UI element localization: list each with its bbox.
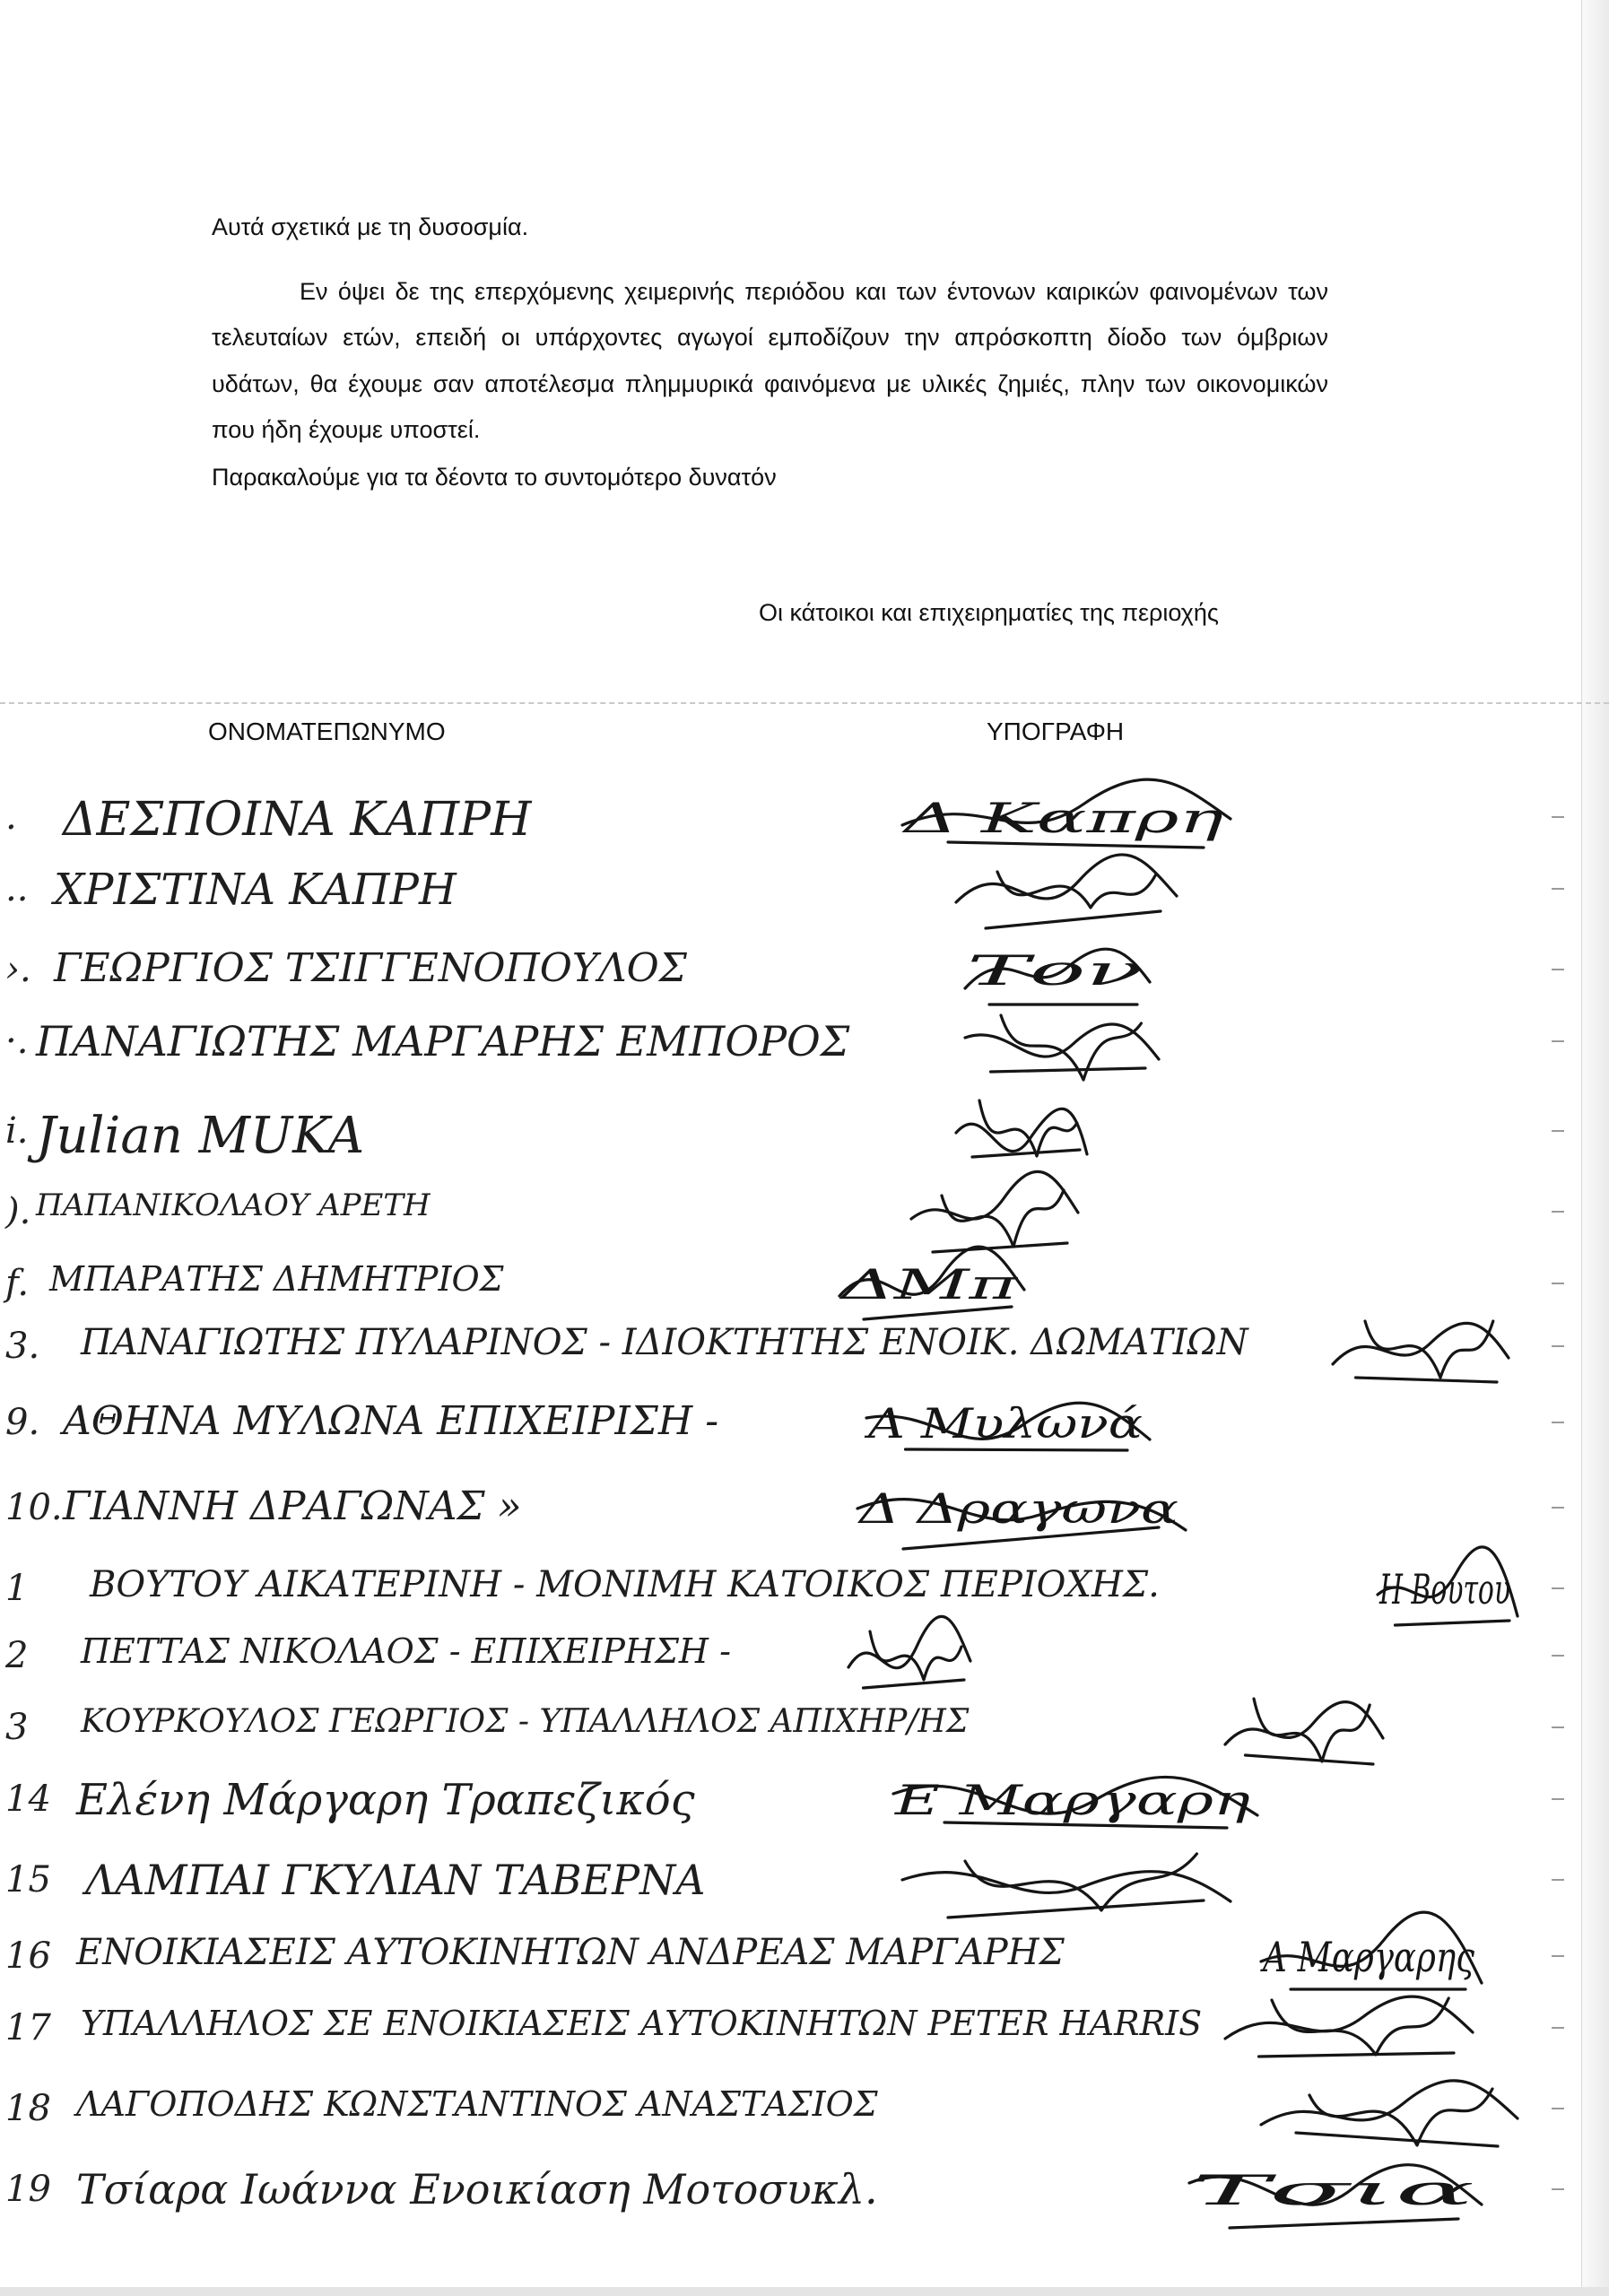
- signatory-handwritten-name: Ελένη Μάργαρη Τραπεζικός: [76, 1775, 695, 1825]
- signature-drawing: [1184, 2145, 1489, 2244]
- signature-drawing: [960, 997, 1166, 1096]
- signature-underline: [1396, 1621, 1510, 1625]
- name-column-header: ΟΝΟΜΑΤΕΠΩΝΥΜΟ: [208, 718, 446, 745]
- signatory-row: [0, 1928, 1582, 1991]
- signature-stroke: [911, 1171, 1078, 1219]
- signatory-number: 1: [5, 1568, 29, 1609]
- signatory-handwritten-name: Τσίαρα Ιωάννα Ενοικίαση Μοτοσυκλ.: [76, 2165, 878, 2213]
- signatory-number: i.: [5, 1110, 29, 1152]
- signatory-number: 19: [5, 2169, 51, 2210]
- signatory-row: [0, 1771, 1582, 1834]
- signatory-row: [0, 1628, 1582, 1691]
- signature-underline: [864, 1307, 1012, 1319]
- margin-tick: [1552, 2108, 1564, 2109]
- page-bottom-edge: [0, 2287, 1609, 2296]
- signature-text: Δ Δραγωνα: [857, 1484, 1178, 1533]
- signatory-row: [0, 1480, 1582, 1543]
- margin-tick: [1552, 2027, 1564, 2029]
- margin-tick: [1552, 1879, 1564, 1881]
- margin-tick: [1552, 1211, 1564, 1213]
- margin-tick: [1552, 1955, 1564, 1957]
- signatory-handwritten-name: ΕΝΟΙΚΙΑΣΕΙΣ ΑΥΤΟΚΙΝΗΤΩΝ ΑΝΔΡΕΑΣ ΜΑΡΓΑΡΗΣ: [76, 1932, 1065, 1973]
- signature-text: ΔΜπ: [838, 1260, 1019, 1309]
- signatory-row: [0, 1184, 1582, 1247]
- signatory-handwritten-name: ΠΕΤΤΑΣ ΝΙΚΟΛΑΟΣ - ΕΠΙΧΕΙΡΗΣΗ -: [81, 1631, 731, 1671]
- paper-fold-line: [0, 702, 1609, 704]
- signatory-handwritten-name: ΓΙΑΝΝΗ ΔΡΑΓΩΝΑΣ »: [63, 1483, 522, 1529]
- signatory-number: ..: [5, 868, 29, 909]
- signature-mark: [861, 1378, 1157, 1477]
- signatory-handwritten-name: ΛΑΓΟΠΟΔΗΣ ΚΩΝΣΤΑΝΤΙΝΟΣ ΑΝΑΣΤΑΣΙΟΣ: [76, 2084, 878, 2124]
- signatory-number: 3.: [5, 1326, 40, 1367]
- signatory-row: [0, 789, 1582, 852]
- letter-closing: Οι κάτοικοι και επιχειρηματίες της περιοχής: [759, 599, 1219, 626]
- signature-stroke: [965, 1024, 1159, 1059]
- signature-drawing: [843, 1612, 978, 1710]
- margin-tick: [1552, 1422, 1564, 1423]
- signatory-row: [0, 1700, 1582, 1762]
- signature-mark: [897, 1836, 1238, 1935]
- signature-text: Τσια: [1191, 2166, 1474, 2214]
- signatory-number: 17: [5, 2007, 51, 2048]
- signatory-number: ).: [5, 1191, 31, 1232]
- signature-underline: [1356, 1378, 1498, 1382]
- margin-tick: [1552, 816, 1564, 818]
- signature-text: Α Μυλωνά: [864, 1399, 1143, 1448]
- letter-paragraph-1: Αυτά σχετικά με τη δυσοσμία.: [212, 213, 529, 240]
- signature-loop: [870, 1631, 961, 1680]
- signature-drawing: [897, 1836, 1238, 1935]
- signatory-handwritten-name: ΠΑΝΑΓΙΩΤΗΣ ΜΑΡΓΑΡΗΣ ΕΜΠΟΡΟΣ: [36, 1017, 850, 1065]
- signatory-number: 14: [5, 1779, 51, 1820]
- signature-underline: [1259, 2053, 1455, 2057]
- signature-drawing: [1327, 1302, 1516, 1401]
- signatory-number: ›.: [5, 949, 31, 990]
- signatory-handwritten-name: ΑΘΗΝΑ ΜΥΛΩΝΑ ΕΠΙΧΕΙΡΙΣΗ -: [63, 1398, 719, 1444]
- signatory-handwritten-name: ΛΑΜΠΑΙ ΓΚΥΛΙΑΝ ΤΑΒΕΡΝΑ: [85, 1856, 706, 1904]
- signatory-number: 18: [5, 2088, 51, 2129]
- letter-paragraph-3: Παρακαλούμε για τα δέοντα το συντομότερο δυνατόν: [212, 464, 777, 491]
- signature-loop: [997, 872, 1156, 908]
- margin-tick: [1552, 1283, 1564, 1284]
- signature-text: Η Βουτου: [1379, 1565, 1510, 1613]
- signatory-row: [0, 861, 1582, 924]
- signature-stroke: [956, 855, 1177, 902]
- signature-stroke: [902, 1872, 1231, 1901]
- page-right-edge: [1581, 0, 1609, 2296]
- signatory-row: [0, 2000, 1582, 2063]
- signatory-number: 16: [5, 1935, 51, 1977]
- signature-underline: [1230, 2219, 1458, 2228]
- signatory-row: [0, 1852, 1582, 1915]
- signatory-handwritten-name: ΚΟΥΡΚΟΥΛΟΣ ΓΕΩΡΓΙΟΣ - ΥΠΑΛΛΗΛΟΣ ΑΠΙΧΗΡ/ΗΣ: [81, 1703, 970, 1740]
- signatory-row: [0, 1013, 1582, 1076]
- signature-drawing: [861, 1378, 1157, 1477]
- signatory-row: [0, 1395, 1582, 1457]
- signatory-handwritten-name: ΥΠΑΛΛΗΛΟΣ ΣΕ ΕΝΟΙΚΙΑΣΕΙΣ ΑΥΤΟΚΙΝΗΤΩΝ PETER HARRIS: [81, 2004, 1203, 2043]
- signatory-number: f.: [5, 1263, 30, 1304]
- signatory-number: 9.: [5, 1402, 40, 1443]
- signatory-handwritten-name: ΔΕΣΠΟΙΝΑ ΚΑΠΡΗ: [63, 793, 532, 847]
- signature-text: Ε Μαργαρη: [893, 1776, 1251, 1824]
- signatory-number: 10.: [5, 1487, 63, 1528]
- margin-tick: [1552, 1130, 1564, 1132]
- letter-paragraph-2: Εν όψει δε της επερχόμενης χειμερινής περιόδου και των έντονων καιρικών φαινομένων των τελευταίων ετών, επειδή οι υπάρχοντες αγωγοί εμποδίζουν την απρόσκοπτη δίοδο των όμβριων υδάτων, θα έχουμε σαν αποτέλεσμα πλημμυρικά φαινόμενα με υλικές ζημιές, πλην των οικονομικών που ήδη έχουμε υποστεί.: [212, 278, 1328, 443]
- signatory-handwritten-name: ΠΑΠΑΝΙΚΟΛΑΟΥ ΑΡΕΤΗ: [36, 1187, 431, 1223]
- margin-tick: [1552, 1507, 1564, 1509]
- signatory-number: 3: [5, 1707, 29, 1748]
- signature-column-header: ΥΠΟΓΡΑΦΗ: [987, 718, 1125, 745]
- signatory-number: ·.: [5, 1021, 29, 1062]
- signature-stroke: [1225, 1702, 1383, 1744]
- signature-text: Τον: [967, 946, 1143, 995]
- signature-underline: [864, 1680, 965, 1688]
- signature-text: Α Μαργαρης: [1259, 1933, 1475, 1981]
- margin-tick: [1552, 1655, 1564, 1657]
- signatory-row: [0, 2081, 1582, 2144]
- margin-tick: [1552, 1726, 1564, 1728]
- signatory-handwritten-name: Julian ΜUKA: [36, 1107, 365, 1165]
- signatory-number: .: [5, 796, 17, 838]
- signature-underline: [972, 1150, 1080, 1157]
- signatory-row: [0, 2161, 1582, 2224]
- signatory-number: 2: [5, 1635, 29, 1676]
- margin-tick: [1552, 888, 1564, 890]
- signatory-handwritten-name: ΒΟΥΤΟΥ ΑΙΚΑΤΕΡΙΝΗ - ΜΟΝΙΜΗ ΚΑΤΟΙΚΟΣ ΠΕΡΙΟΧΗΣ.: [90, 1564, 1160, 1605]
- signature-underline: [1296, 2133, 1498, 2146]
- margin-tick: [1552, 1587, 1564, 1589]
- signature-text: Δ Καπρη: [900, 794, 1224, 842]
- signatory-handwritten-name: ΜΠΑΡΑΤΗΣ ΔΗΜΗΤΡΙΟΣ: [49, 1259, 504, 1299]
- signature-mark: [1327, 1302, 1516, 1401]
- signatory-handwritten-name: ΓΕΩΡΓΙΟΣ ΤΣΙΓΓΕΝΟΠΟΥΛΟΣ: [54, 945, 687, 991]
- signature-loop: [1254, 1699, 1370, 1761]
- signatory-handwritten-name: ΧΡΙΣΤΙΝΑ ΚΑΠΡΗ: [54, 865, 457, 915]
- signature-mark: [852, 1464, 1193, 1562]
- signature-stroke: [1261, 2081, 1518, 2125]
- signatory-handwritten-name: ΠΑΝΑΓΙΩΤΗΣ ΠΥΛΑΡΙΝΟΣ - ΙΔΙΟΚΤΗΤΗΣ ΕΝΟΙΚ. ΔΩΜΑΤΙΩΝ: [81, 1322, 1248, 1363]
- signatory-number: 15: [5, 1859, 51, 1900]
- signature-mark: [960, 997, 1166, 1096]
- signature-drawing: [852, 1464, 1193, 1562]
- signature-underline: [906, 1449, 1128, 1450]
- signature-underline: [991, 1068, 1146, 1072]
- signatory-row: [0, 1318, 1582, 1381]
- signatory-row: [0, 942, 1582, 1004]
- signature-underline: [948, 1900, 1204, 1918]
- margin-tick: [1552, 1798, 1564, 1800]
- signatory-row: [0, 1103, 1582, 1166]
- signature-mark: [1184, 2145, 1489, 2244]
- signatory-row: [0, 1561, 1582, 1623]
- margin-tick: [1552, 1040, 1564, 1042]
- margin-tick: [1552, 1345, 1564, 1347]
- signature-loop: [1365, 1321, 1493, 1378]
- signature-mark: [843, 1612, 978, 1710]
- margin-tick: [1552, 2188, 1564, 2190]
- margin-tick: [1552, 969, 1564, 970]
